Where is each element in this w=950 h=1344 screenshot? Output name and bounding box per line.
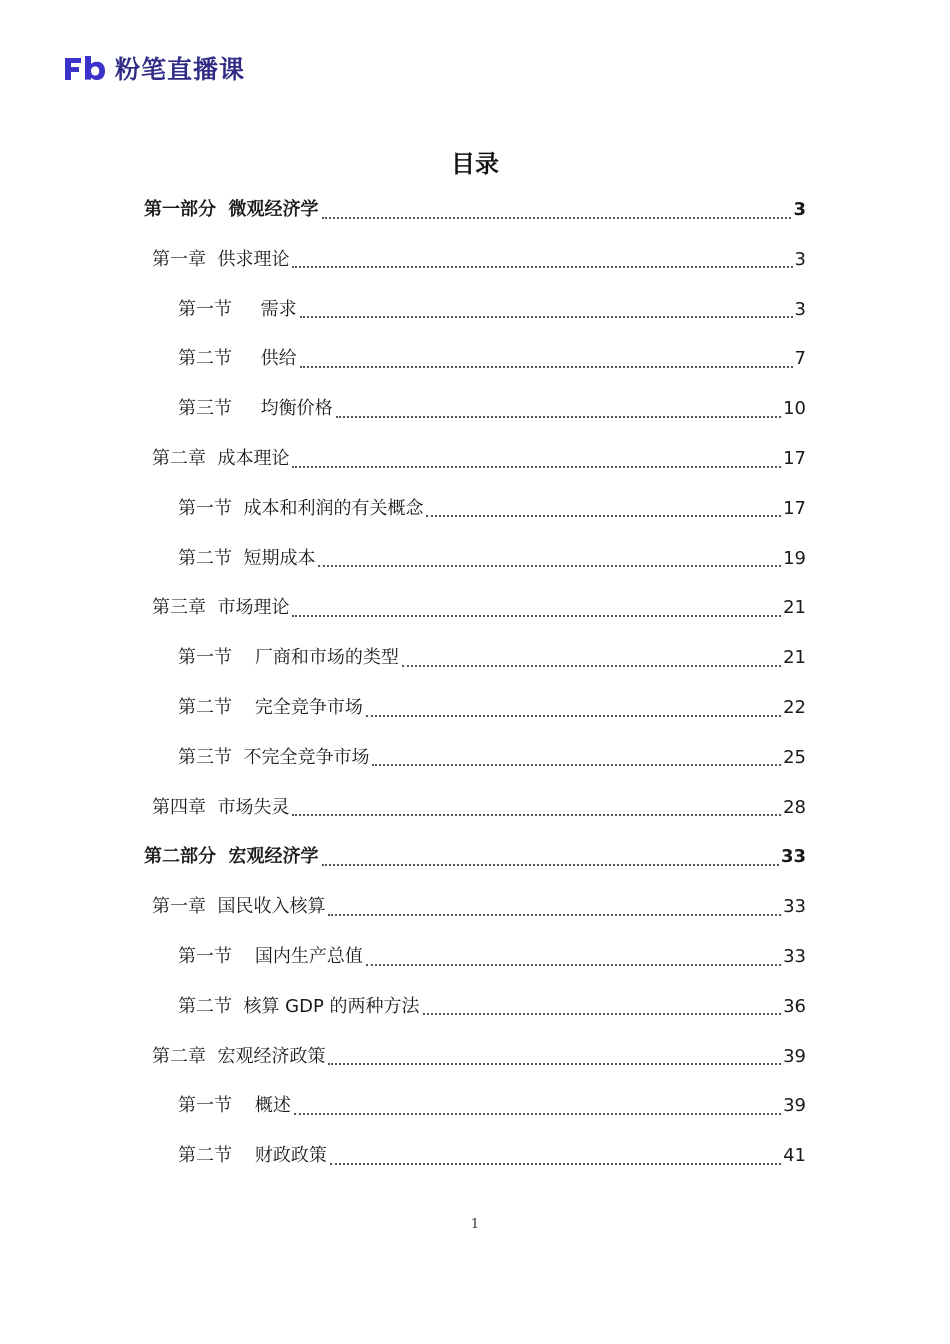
toc-entry-label: 第一节 概述 [178,1095,291,1117]
toc-entry[interactable] [152,238,806,282]
toc-dot-leader [336,415,781,418]
toc-entry-label: 第三章 市场理论 [152,597,290,619]
page-number: 1 [470,1217,480,1232]
toc-entry-label: 第一节 需求 [178,298,297,320]
toc-entry-label: 第一节 国内生产总值 [178,946,363,967]
toc-entry-label: 第二章 成本理论 [152,448,290,469]
toc-entry-page: 39 [783,1095,806,1117]
toc-entry-label: 第三节 不完全竞争市场 [178,746,370,768]
toc-entry[interactable] [152,786,806,830]
toc-entry-page: 25 [783,746,806,768]
toc-entry-label: 第二节 完全竞争市场 [178,697,363,718]
toc-entry-page: 19 [783,547,806,569]
toc-dot-leader [426,514,781,517]
toc-entry-label: 第一部分 微观经济学 [144,199,319,220]
toc-entry-label: 第二章 宏观经济政策 [152,1045,326,1067]
toc-entry-page: 3 [794,248,806,270]
toc-entry[interactable] [178,636,806,680]
toc-entry-label: 第一节 成本和利润的有关概念 [178,497,424,519]
toc-entry[interactable] [152,586,806,630]
toc-dot-leader [292,614,781,617]
toc-entry-label: 第三节 均衡价格 [178,398,333,420]
toc-dot-leader [292,465,781,468]
toc-dot-leader [328,1062,781,1065]
toc-entry[interactable] [178,935,806,979]
toc-dot-leader [292,813,781,816]
toc-entry[interactable] [178,288,806,332]
toc-entry[interactable] [144,835,806,879]
toc-entry-page: 17 [783,448,806,469]
toc-entry[interactable] [178,686,806,730]
toc-dot-leader [300,365,793,368]
toc-entry-page: 10 [783,398,806,420]
toc-entry[interactable] [178,736,806,780]
toc-entry[interactable] [144,188,806,232]
toc-entry[interactable] [178,537,806,581]
toc-dot-leader [372,763,781,766]
toc-entry[interactable] [178,387,806,431]
toc-entry[interactable] [152,1035,806,1079]
toc-entry-label: 第一节 厂商和市场的类型 [178,647,399,669]
toc-entry-label: 第一章 国民收入核算 [152,896,326,918]
toc-dot-leader [322,216,792,219]
toc-entry-label: 第二节 供给 [178,348,297,370]
page-title: 目录 [451,150,499,178]
toc-entry[interactable] [178,985,806,1029]
toc-entry[interactable] [152,437,806,481]
toc-entry[interactable] [152,885,806,929]
toc-entry[interactable] [178,1084,806,1128]
toc-dot-leader [328,913,781,916]
toc-entry-page: 17 [783,497,806,519]
toc-dot-leader [322,863,779,866]
toc-dot-leader [292,265,792,268]
toc-dot-leader [294,1112,781,1115]
toc-entry-page: 39 [783,1045,806,1067]
toc-dot-leader [402,664,781,667]
toc-dot-leader [318,564,781,567]
toc-entry-page: 33 [783,896,806,918]
toc-dot-leader [366,714,781,717]
toc-dot-leader [330,1162,781,1165]
toc-entry-page: 22 [783,697,806,718]
toc-entry-page: 33 [780,846,806,868]
toc-entry[interactable] [178,337,806,381]
toc-entry-page: 7 [794,348,806,370]
toc-entry-label: 第四章 市场失灵 [152,796,290,818]
toc-entry-page: 41 [783,1145,806,1167]
brand-logo [63,50,245,86]
toc-entry-page: 28 [783,796,806,818]
toc-entry-page: 3 [793,199,806,220]
toc-entry-label: 第一章 供求理论 [152,248,290,270]
toc-entry-label: 第二节 核算 GDP 的两种方法 [178,995,420,1017]
fb-logo-icon [63,54,107,82]
toc-entry-label: 第二节 短期成本 [178,547,316,569]
toc-dot-leader [300,315,793,318]
toc-entry-page: 3 [794,298,806,320]
toc-dot-leader [366,963,781,966]
toc-entry-page: 21 [783,597,806,619]
toc-entry-label: 第二部分 宏观经济学 [144,846,319,868]
toc-dot-leader [423,1012,782,1015]
toc-entry-page: 33 [783,946,806,967]
brand-name: 粉笔直播课 [115,55,246,84]
toc-entry[interactable] [178,487,806,531]
toc-entry[interactable] [178,1134,806,1178]
toc-entry-page: 21 [783,647,806,669]
toc-entry-page: 36 [783,995,806,1017]
toc-entry-label: 第二节 财政政策 [178,1145,327,1167]
